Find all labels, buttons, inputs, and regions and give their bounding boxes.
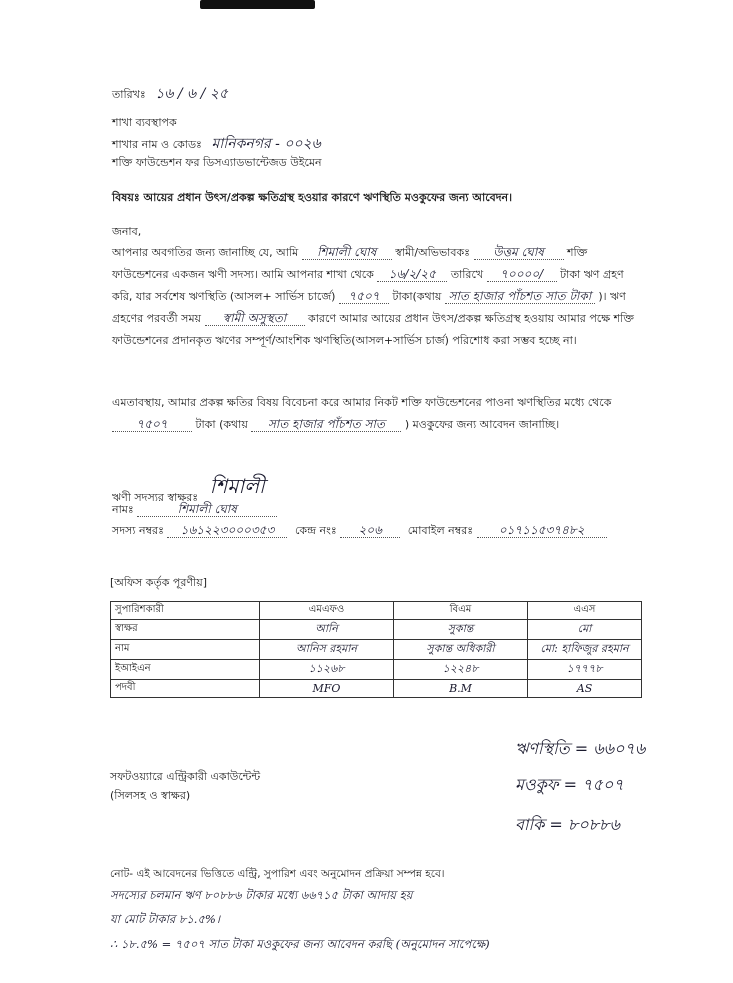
table-cell: সুকান্ত অধিকারী [394, 640, 528, 660]
member-no-label: সদস্য নম্বরঃ [112, 524, 164, 537]
office-use-label: [অফিস কর্তৃক পূরণীয়] [110, 576, 207, 589]
p1-text-1: আপনার অবগতির জন্য জানাচ্ছি যে, আমি [112, 246, 299, 259]
member-signature-label: ঋণী সদস্যর স্বাক্ষরঃ [112, 491, 199, 504]
calc-line-remaining: বাকি = ৮০৮৮৬ [515, 815, 620, 834]
p1-text-3: শক্তি ফাউন্ডেশনের একজন ঋণী সদস্য। আমি আপনার শাখা থেকে [112, 246, 588, 281]
branch-name-value: মানিকনগর - ০০২৬ [211, 136, 321, 152]
table-row [111, 660, 642, 680]
row-label: পদবী [111, 680, 260, 698]
signature-cell: আনি [260, 620, 394, 640]
application-paragraph-1 [112, 242, 647, 352]
mobile-field: ০১৭১১৫৩৭৪৮২ [477, 523, 607, 538]
date-line [112, 82, 228, 106]
p1-text-2: স্বামী/অভিভাবকঃ [395, 246, 471, 259]
recommendation-table [110, 601, 642, 698]
note-handwritten-3: ∴ ১৮.৫% = ৭৫০৭ সাত টাকা মওকুফের জন্য আবেদন করছি (অনুমোদন সাপেক্ষে) [110, 937, 490, 951]
header-cell: এএস [528, 602, 642, 620]
note-printed: নোট- এই আবেদনের ভিত্তিতে এন্ট্রি, সুপারিশ এবং অনুমোদন প্রক্রিয়া সম্পন্ন হবে। [110, 868, 445, 880]
guardian-name-field: উত্তম ঘোষ [474, 245, 564, 260]
p1-text-7: )। ঋণ গ্রহণের পরবর্তী সময় [112, 290, 626, 325]
p2-text-2: টাকা (কথায় [195, 418, 248, 431]
organization-name: শক্তি ফাউন্ডেশন ফর ডিসএ্যাডভান্টেজড উইমেন [112, 156, 322, 169]
table-cell: আনিস রহমান [260, 640, 394, 660]
branch-name-label: শাখার নাম ও কোডঃ [112, 138, 202, 151]
note-handwritten-2: যা মোট টাকার ৮১.৫%। [110, 912, 220, 926]
p1-text-4: তারিখে [450, 268, 484, 281]
salutation: জনাব, [112, 225, 142, 238]
table-cell: MFO [260, 680, 394, 698]
reason-field: স্বামী অসুস্থতা [205, 311, 305, 326]
waiver-amount-field: ৭৫০৭ [112, 417, 192, 432]
row-label: নাম [111, 640, 260, 660]
balance-field: ৭৫০৭ [339, 289, 389, 304]
table-row [111, 620, 642, 640]
table-cell: ১২২৪৮ [394, 660, 528, 680]
table-cell: B.M [394, 680, 528, 698]
row-label: স্বাক্ষর [111, 620, 260, 640]
redaction-mark [200, 0, 315, 9]
application-paragraph-2 [112, 392, 647, 436]
branch-manager: শাখা ব্যবস্থাপক [112, 116, 177, 129]
mobile-label: মোবাইল নম্বরঃ [407, 524, 474, 537]
member-name-line [112, 501, 277, 520]
subject-line: বিষয়ঃ আয়ের প্রধান উৎস/প্রকল্প ক্ষতিগ্রস্থ হওয়ার কারণে ঋণস্থিতি মওকুফের জন্য আবেদন। [112, 191, 513, 204]
table-row [111, 640, 642, 660]
member-no-field: ১৬১২২৩০০০৩৫৩ [167, 523, 287, 538]
header-cell: সুপারিশকারী [111, 602, 260, 620]
accountant-title: সফটওয়্যারে এন্ট্রিকারী একাউন্টেন্ট [110, 770, 261, 783]
date-label: তারিখঃ [112, 88, 146, 101]
table-cell: মো: হাফিজুর রহমান [528, 640, 642, 660]
loan-date-field: ১৬/২/২৫ [377, 267, 447, 282]
signature-cell: মো [528, 620, 642, 640]
p2-text-1: এমতাবস্থায়, আমার প্রকল্প ক্ষতির বিষয় বিবেচনা করে আমার নিকট শক্তি ফাউন্ডেশনের পাওনা ঋণস্থিতির মধ্যে থেকে [112, 396, 612, 409]
table-cell: ১১২৬৮ [260, 660, 394, 680]
applicant-name-field: শিমালী ঘোষ [302, 245, 392, 260]
center-field: ২০৬ [340, 523, 400, 538]
note-handwritten-1: সদস্যের চলমান ঋণ ৮০৮৮৬ টাকার মধ্যে ৬৬৭১৫ টাকা আদায় হয় [110, 888, 413, 902]
member-signature: শিমালী [209, 474, 265, 498]
center-label: কেন্দ্র নংঃ [294, 524, 337, 537]
accountant-subtitle: (সিলসহ ও স্বাক্ষর) [110, 789, 191, 802]
member-name-field: শিমালী ঘোষ [137, 502, 277, 517]
table-row [111, 680, 642, 698]
p2-text-3: ) মওকুফের জন্য আবেদন জানাচ্ছি। [404, 418, 560, 431]
member-info-line [112, 522, 607, 541]
branch-name-line [112, 132, 321, 156]
table-cell: ১৭৭৭৮ [528, 660, 642, 680]
calc-line-balance: ঋণস্থিতি = ৬৬০৭৬ [515, 739, 646, 758]
p1-text-5: টাকা ঋণ গ্রহণ করি, যার সর্বশেষ ঋণস্থিতি (আসল+ সার্ভিস চার্জে) [112, 268, 624, 303]
table-header-row [111, 602, 642, 620]
table-cell: AS [528, 680, 642, 698]
waiver-words-field: সাত হাজার পাঁচশত সাত [251, 417, 401, 432]
header-cell: বিএম [394, 602, 528, 620]
p1-text-8: কারণে আমার আয়ের প্রধান উৎস/প্রকল্প ক্ষতিগ্রস্থ হওয়ায় আমার পক্ষে শক্তি ফাউন্ডেশনের প্রদানকৃত ঋণের সম্পূর্ণ/আংশিক ঋণস্থিতি(আসল+সার্ভিস চার্জ) পরিশোধ করা সম্ভব হচ্ছে না। [112, 312, 634, 347]
member-name-label: নামঃ [112, 503, 134, 516]
balance-words-field: সাত হাজার পাঁচশত সাত টাকা [445, 289, 595, 304]
calc-line-waiver: মওকুফ = ৭৫০৭ [515, 775, 624, 794]
loan-amount-field: ৭০০০০/ [487, 267, 557, 282]
row-label: ইআইএন [111, 660, 260, 680]
date-value: ১৬ / ৬ / ২৫ [155, 86, 228, 102]
header-cell: এমএফও [260, 602, 394, 620]
signature-cell: সুকান্ত [394, 620, 528, 640]
p1-text-6: টাকা(কথায় [392, 290, 442, 303]
